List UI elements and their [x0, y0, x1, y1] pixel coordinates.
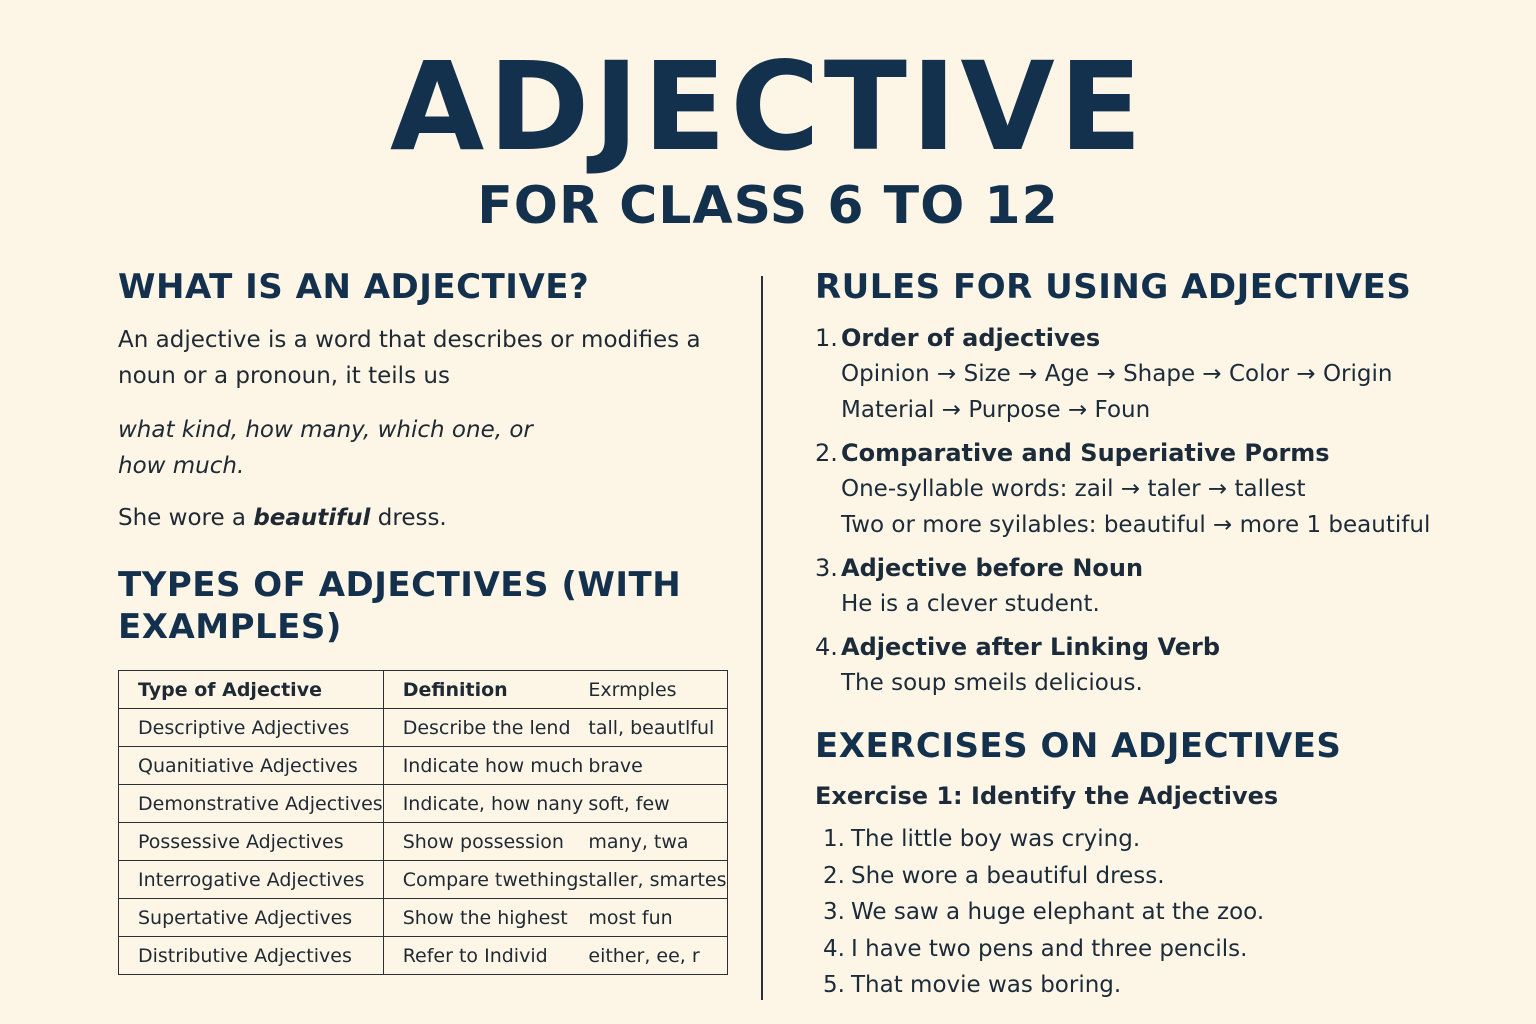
italic-line: how much. — [118, 453, 245, 479]
definition-text — [118, 322, 738, 394]
rule-line: The soup smeils delicious. — [841, 670, 1143, 696]
exercise-text: The little boy was crying. — [851, 826, 1141, 852]
cell-definition: Refer to Individ — [383, 937, 588, 975]
example-before: She wore a — [118, 505, 254, 531]
rule-number: 3. — [815, 554, 838, 582]
what-is-heading: WHAT IS AN ADJECTIVE? — [118, 267, 590, 307]
table-header-row — [119, 671, 728, 709]
exercise-number: 1. — [823, 826, 845, 852]
cell-examples: many, twa — [588, 823, 727, 861]
page-title: ADJECTIVE — [389, 36, 1147, 178]
rules-heading: RULES FOR USING ADJECTIVES — [815, 267, 1412, 307]
types-heading — [118, 564, 738, 648]
italic-line: what kind, how many, which one, or — [118, 417, 533, 443]
exercise-number: 3. — [823, 899, 845, 925]
cell-definition: Indicate, how nany — [383, 785, 588, 823]
exercise-item — [823, 858, 1515, 895]
rule-title — [815, 320, 1515, 356]
rule-number: 1. — [815, 324, 838, 352]
rule-item — [815, 629, 1515, 701]
rule-title — [815, 629, 1515, 665]
exercise-text: We saw a huge elephant at the zoo. — [851, 899, 1265, 925]
table-row — [119, 747, 728, 785]
cell-examples: tall, beautlful — [588, 709, 727, 747]
exercises-heading: EXERCISES ON ADJECTIVES — [815, 726, 1342, 766]
exercise-text: That movie was boring. — [851, 972, 1122, 998]
exercise-list — [815, 821, 1515, 1004]
exercise-subheading: Exercise 1: Identify the Adjectives — [815, 782, 1279, 810]
left-column — [118, 266, 738, 975]
example-sentence — [118, 500, 738, 536]
example-emphasis: beautiful — [253, 505, 371, 531]
types-heading-line: EXAMPLES) — [118, 607, 342, 647]
cell-examples: taller, smartes — [588, 861, 727, 899]
rule-title-text: Order of adjectives — [841, 324, 1101, 352]
page-subtitle: FOR CLASS 6 TO 12 — [477, 176, 1059, 236]
exercise-number: 2. — [823, 862, 845, 889]
cell-type: Supertative Adjectives — [119, 899, 384, 937]
column-header-definition: Definition — [383, 671, 588, 709]
cell-examples: soft, few — [588, 785, 727, 823]
rule-title-text: Adjective after Linking Verb — [841, 633, 1221, 661]
exercise-number: 5. — [823, 972, 845, 998]
cell-type: Descriptive Adjectives — [119, 709, 384, 747]
rule-number: 2. — [815, 439, 838, 467]
right-column — [815, 266, 1515, 1004]
cell-type: Quanitiative Adjectives — [119, 747, 384, 785]
cell-definition: Describe the lend — [383, 709, 588, 747]
rule-line: He is a clever student. — [841, 591, 1100, 617]
rule-line: Material → Purpose → Foun — [841, 397, 1151, 423]
exercise-text: She wore a beautiful dress. — [851, 862, 1165, 889]
cell-definition: Indicate how much — [383, 747, 588, 785]
cell-definition: Compare twethings — [383, 861, 588, 899]
table-row — [119, 785, 728, 823]
definition-line: noun or a pronoun, it teils us — [118, 363, 450, 389]
cell-type: Interrogative Adjectives — [119, 861, 384, 899]
cell-definition: Show possession — [383, 823, 588, 861]
types-table — [118, 670, 728, 975]
table-row — [119, 709, 728, 747]
cell-type: Demonstrative Adjectives — [119, 785, 384, 823]
definition-italic — [118, 412, 738, 484]
exercise-item — [823, 821, 1515, 858]
table-row — [119, 861, 728, 899]
rule-line: One-syllable words: zail → taler → tallest — [841, 476, 1306, 502]
example-after: dress. — [370, 505, 447, 531]
exercise-item — [823, 967, 1515, 1004]
exercise-item — [823, 894, 1515, 931]
rules-list — [815, 320, 1515, 701]
rule-title-text: Comparative and Superiative Porms — [841, 439, 1330, 467]
rule-line: Two or more syilables: beautiful → more 1 beautiful — [841, 512, 1431, 538]
table-row — [119, 823, 728, 861]
rule-title-text: Adjective before Noun — [841, 554, 1144, 582]
cell-examples: most fun — [588, 899, 727, 937]
column-header-type: Type of Adjective — [119, 671, 384, 709]
column-divider — [761, 276, 763, 1000]
table-row — [119, 937, 728, 975]
cell-type: Distributive Adjectives — [119, 937, 384, 975]
cell-examples: brave — [588, 747, 727, 785]
types-table-body — [119, 709, 728, 975]
cell-examples: either, ee, r — [588, 937, 727, 975]
cell-definition: Show the highest — [383, 899, 588, 937]
rule-item — [815, 320, 1515, 428]
types-heading-line: TYPES OF ADJECTIVES (WITH — [118, 565, 682, 605]
table-row — [119, 899, 728, 937]
exercise-item — [823, 931, 1515, 968]
rule-item — [815, 550, 1515, 622]
rule-line: Opinion → Size → Age → Shape → Color → Origin — [841, 361, 1393, 387]
rule-title — [815, 550, 1515, 586]
exercise-text: I have two pens and three pencils. — [851, 935, 1248, 962]
cell-type: Possessive Adjectives — [119, 823, 384, 861]
rule-number: 4. — [815, 633, 838, 661]
rule-item — [815, 435, 1515, 543]
exercise-number: 4. — [823, 935, 845, 962]
column-header-examples: Exrmples — [588, 671, 727, 709]
definition-line: An adjective is a word that describes or modifies a — [118, 327, 701, 353]
rule-title — [815, 435, 1515, 471]
